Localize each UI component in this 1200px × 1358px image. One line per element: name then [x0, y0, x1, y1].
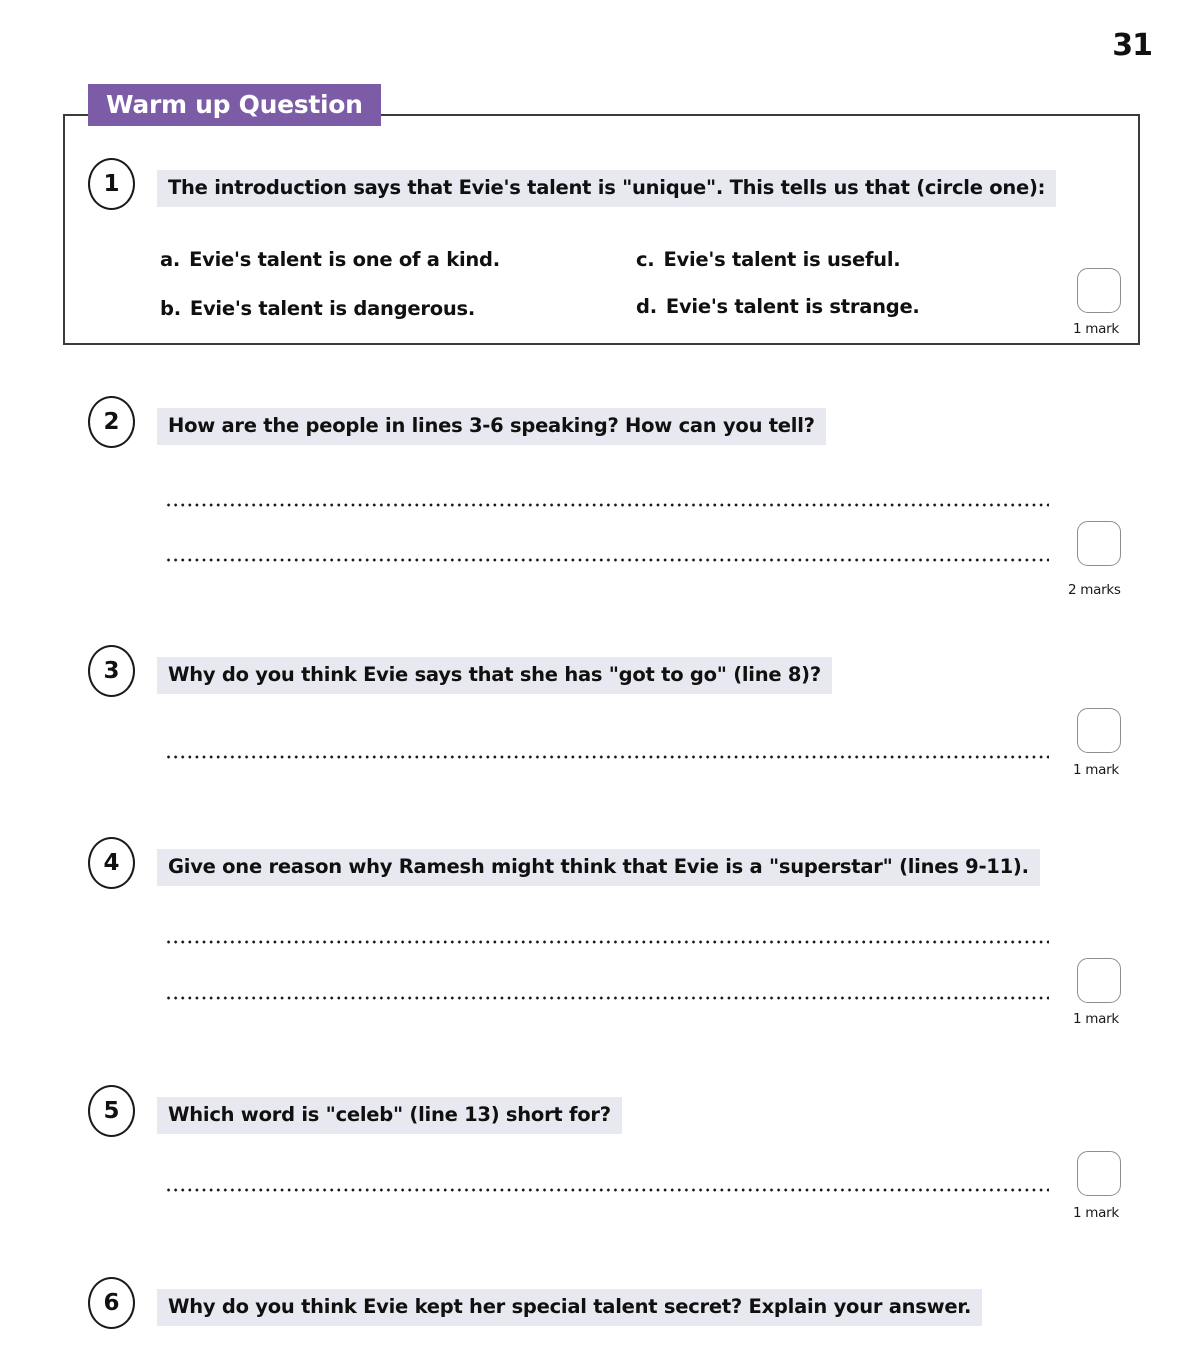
option-letter: c. — [636, 248, 655, 271]
mark-label-2: 2 marks — [1068, 582, 1121, 598]
answer-line-2-1[interactable] — [165, 503, 1049, 507]
question-1-option-d[interactable] — [636, 295, 920, 318]
option-letter: d. — [636, 295, 657, 318]
mark-box-1[interactable] — [1077, 268, 1121, 313]
option-label: Evie's talent is strange. — [665, 295, 920, 318]
answer-line-4-1[interactable] — [165, 940, 1049, 944]
option-letter: a. — [160, 248, 181, 271]
question-number-1: 1 — [88, 158, 135, 210]
option-letter: b. — [160, 297, 181, 320]
option-label: Evie's talent is one of a kind. — [189, 248, 500, 271]
question-1-option-c[interactable] — [636, 248, 900, 271]
mark-box-5[interactable] — [1077, 1151, 1121, 1196]
mark-label-5: 1 mark — [1073, 1205, 1119, 1221]
option-label: Evie's talent is dangerous. — [189, 297, 475, 320]
question-1-option-b[interactable] — [160, 297, 475, 320]
mark-label-3: 1 mark — [1073, 762, 1119, 778]
question-text-5: Which word is "celeb" (line 13) short for? — [157, 1097, 622, 1134]
question-number-2: 2 — [88, 396, 135, 448]
question-text-6: Why do you think Evie kept her special talent secret? Explain your answer. — [157, 1289, 982, 1326]
answer-line-3-1[interactable] — [165, 755, 1049, 759]
question-text-1: The introduction says that Evie's talent is "unique". This tells us that (circle one): — [157, 170, 1056, 207]
question-number-3: 3 — [88, 645, 135, 697]
mark-box-4[interactable] — [1077, 958, 1121, 1003]
question-text-4: Give one reason why Ramesh might think that Evie is a "superstar" (lines 9-11). — [157, 849, 1040, 886]
question-1-option-a[interactable] — [160, 248, 500, 271]
page-number: 31 — [1112, 28, 1152, 63]
warm-up-question-banner: Warm up Question — [88, 84, 381, 126]
mark-box-3[interactable] — [1077, 708, 1121, 753]
mark-label-1: 1 mark — [1073, 321, 1119, 337]
mark-label-4: 1 mark — [1073, 1011, 1119, 1027]
question-text-3: Why do you think Evie says that she has "got to go" (line 8)? — [157, 657, 832, 694]
option-label: Evie's talent is useful. — [663, 248, 901, 271]
question-number-5: 5 — [88, 1085, 135, 1137]
answer-line-4-2[interactable] — [165, 996, 1049, 1000]
question-number-6: 6 — [88, 1277, 135, 1329]
answer-line-2-2[interactable] — [165, 558, 1049, 562]
answer-line-5-1[interactable] — [165, 1188, 1049, 1192]
mark-box-2[interactable] — [1077, 521, 1121, 566]
question-number-4: 4 — [88, 837, 135, 889]
question-text-2: How are the people in lines 3-6 speaking? How can you tell? — [157, 408, 826, 445]
